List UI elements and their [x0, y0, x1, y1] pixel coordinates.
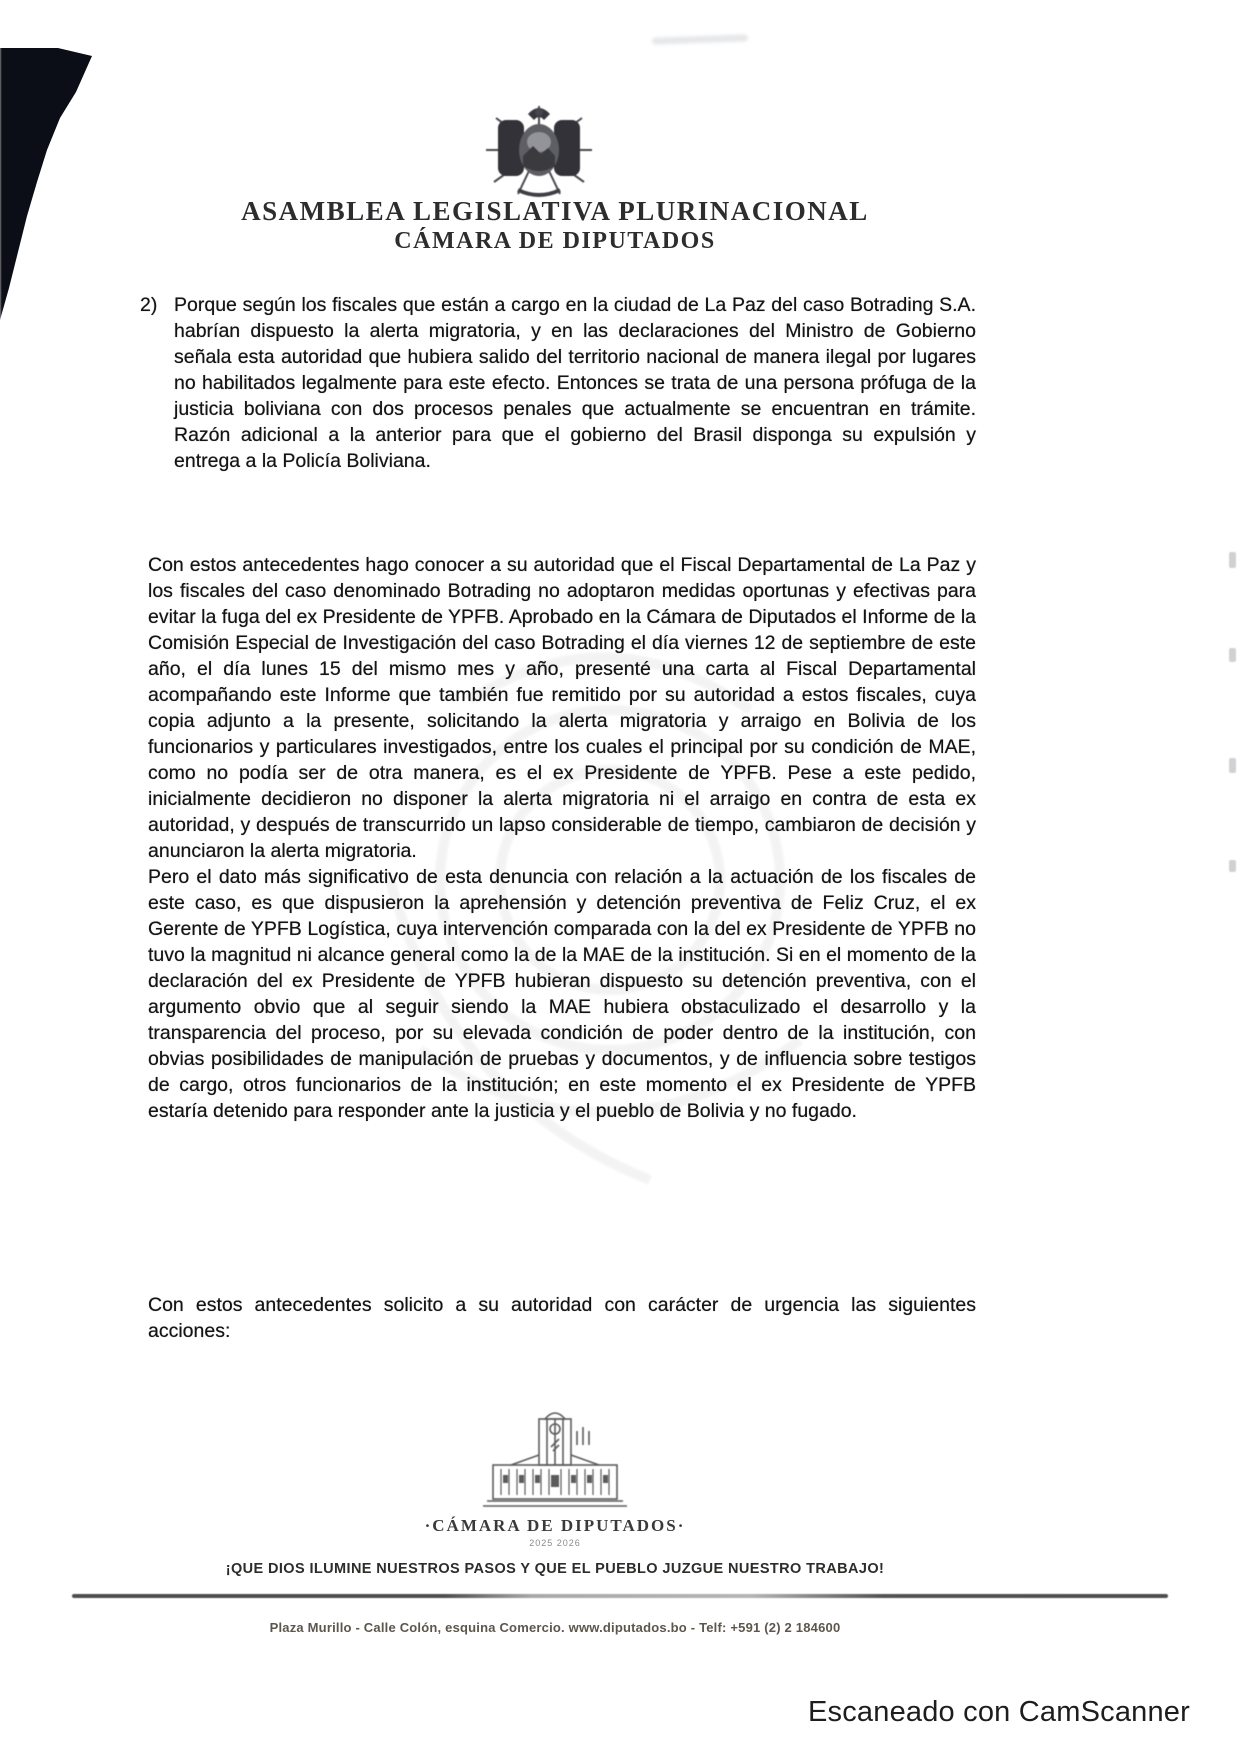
- paragraph-solicitud: Con estos antecedentes solicito a su autoridad con carácter de urgencia las siguientes acciones:: [148, 1294, 976, 1342]
- scan-smudge-artifact: [652, 34, 748, 44]
- bolivia-coat-of-arms-icon: [478, 104, 600, 200]
- footer-address: Plaza Murillo - Calle Colón, esquina Comercio. www.diputados.bo - Telf: +591 (2) 2 184600: [269, 1620, 841, 1635]
- chamber-building-icon: [475, 1403, 635, 1515]
- chamber-title: CÁMARA DE DIPUTADOS: [394, 228, 716, 254]
- scan-corner-fold-artifact: [0, 0, 110, 330]
- paragraph-antecedentes: Con estos antecedentes hago conocer a su autoridad que el Fiscal Departamental de La Paz y los fiscales del caso denominado Botrading no adoptaron medidas oportunas y efectivas para evitar la fuga del ex Presidente de YPFB. Aprobado en la Cámara de Diputados el Informe de la Comisión Especial de Investigación del caso Botrading el día viernes 12 de septiembre de este año, el día lunes 15 del mismo mes y año, presenté una carta al Fiscal Departamental acompañando este Informe que también fue remitido por su autoridad a estos fiscales, cuya copia adjunto a la presente, solicitando la alerta migratoria y arraigo en Bolivia de los funcionarios y particulares investigados, entre los cuales el principal por su condición de MAE, como no podía ser de otra manera, es el ex Presidente de YPFB. Pese a este pedido, inicialmente decidieron no disponer la alerta migratoria ni el arraigo en contra de esta ex autoridad, y después de transcurrido un lapso considerable de tiempo, cambiaron de decisión y anunciaron la alerta migratoria.: [148, 554, 976, 862]
- footer-logo-caption: ·CÁMARA DE DIPUTADOS·: [424, 1516, 686, 1535]
- numbered-item-2: [140, 292, 976, 474]
- item-number: 2): [140, 294, 158, 316]
- footer-logo-years: 2025 2026: [529, 1538, 581, 1548]
- scan-edge-mark: [1229, 552, 1236, 568]
- scan-edge-mark: [1229, 758, 1236, 773]
- footer-divider-line: [72, 1594, 1168, 1598]
- footer-slogan: ¡QUE DIOS ILUMINE NUESTROS PASOS Y QUE EL PUEBLO JUZGUE NUESTRO TRABAJO!: [225, 1561, 885, 1577]
- camscanner-credit: Escaneado con CamScanner: [807, 1696, 1190, 1728]
- assembly-title: ASAMBLEA LEGISLATIVA PLURINACIONAL: [241, 196, 869, 226]
- item-text: Porque según los fiscales que están a cargo en la ciudad de La Paz del caso Botrading S.A. habrían dispuesto la alerta migratoria, y en las declaraciones del Ministro de Gobierno señala esta autoridad que hubiera salido del territorio nacional de manera ilegal por lugares no habilitados legalmente para este efecto. Entonces se trata de una persona prófuga de la justicia boliviana con dos procesos penales que actualmente se encuentran en trámite. Razón adicional a la anterior para que el gobierno del Brasil disponga su expulsión y entrega a la Policía Boliviana.: [174, 294, 976, 472]
- letter-body: [148, 552, 976, 1124]
- scan-edge-mark: [1229, 860, 1236, 872]
- paragraph-denuncia: Pero el dato más significativo de esta denuncia con relación a la actuación de los fiscales de este caso, es que dispusieron la aprehensión y detención preventiva de Feliz Cruz, el ex Gerente de YPFB Logística, cuya intervención comparada con la del ex Presidente de YPFB no tuvo la magnitud ni alcance general como la de la MAE de la institución. Si en el momento de la declaración del ex Presidente de YPFB hubieran dispuesto su detención preventiva, con el argumento obvio que al seguir siendo la MAE hubiera obstaculizado el desarrollo y la transparencia del proceso, por su elevada condición de poder dentro de la institución, con obvias posibilidades de manipulación de pruebas y documentos, y de influencia sobre testigos de cargo, otros funcionarios de la institución; en este momento el ex Presidente de YPFB estaría detenido para responder ante la justicia y el pueblo de Bolivia y no fugado.: [148, 866, 976, 1122]
- scan-edge-mark: [1229, 648, 1236, 662]
